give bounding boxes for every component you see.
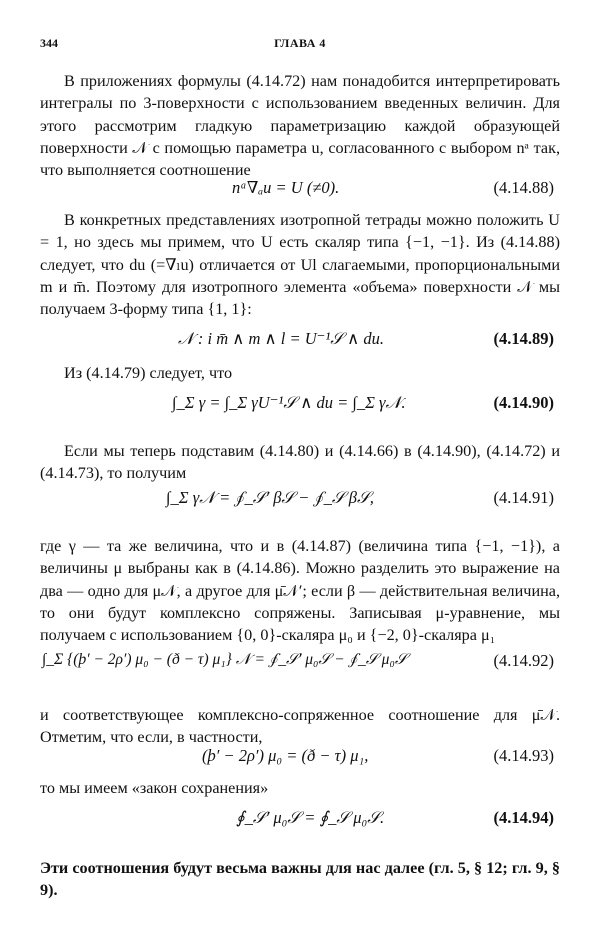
paragraph-8: Эти соотношения будут весьма важны для нас далее (гл. 5, § 12; гл. 9, § 9).: [40, 859, 560, 900]
paragraph-6: и соответствующее комплексно-сопряженное соотношение для μ̄𝒩. Отметим, что если, в частности,: [40, 706, 560, 747]
equation-body: (þ′ − 2ρ′) μ₀ = (ð − τ) μ₁,: [202, 746, 369, 765]
running-head: ГЛАВА 4: [274, 36, 326, 50]
paragraph-7: то мы имеем «закон сохранения»: [40, 779, 269, 797]
equation-4-14-94: [40, 808, 560, 848]
paragraph-2: В конкретных представлениях изотропной тетрады можно положить U = 1, но здесь мы примем, что U есть скаляр типа {−1, −1}. Из (4.14.88) следует, что du (=∇ₗu) отличается от Ul слагаемыми, пропорциональными m и m̄. Поэтому для изотропного элемента «объема» поверхности 𝒩 мы получаем 3-форму типа {1, 1}:: [40, 211, 560, 319]
equation-body: ∫_Σ {(þ′ − 2ρ′) μ₀ − (ð − τ) μ₁} 𝒩 = ∮_𝒮′ μ₀𝒮 − ∮_𝒮 μ₀𝒮: [42, 651, 407, 668]
page-number: 344: [40, 36, 58, 50]
equation-number: (4.14.88): [493, 178, 554, 197]
equation-4-14-90: [40, 393, 560, 433]
paragraph-4: Если мы теперь подставим (4.14.80) и (4.14.66) в (4.14.90), (4.14.72) и (4.14.73), то получим: [40, 442, 560, 483]
equation-number: (4.14.94): [493, 808, 554, 827]
equation-body: nᵃ∇ₐu = U (≠0).: [232, 178, 340, 197]
paragraph-5: где γ — та же величина, что и в (4.14.87) (величина типа {−1, −1}), а величины μ выбраны как в (4.14.86). Можно разделить это выражение на два — одно для μ𝒩, а другое для μ̄𝒩′; если β — действительная величина, то они будут комплексно сопряжены. Записывая μ-уравнение, мы получаем с использованием {0, 0}-скаляра μ₀ и {−2, 0}-скаляра μ₁: [40, 537, 560, 645]
equation-body: ∫_Σ γ = ∫_Σ γU⁻¹𝒮 ∧ du = ∫_Σ γ𝒩.: [172, 393, 406, 412]
paragraph-1: В приложениях формулы (4.14.72) нам понадобится интерпретировать интегралы по 3-поверхности с использованием введенных величин. Для этого рассмотрим гладкую параметризацию каждой образующей поверхности 𝒩 с помощью параметра u, согласованного с выбором nᵃ так, что выполняется соотношение: [40, 72, 560, 180]
equation-body: 𝒩 : i m̄ ∧ m ∧ l = U⁻¹𝒮 ∧ du.: [178, 329, 385, 348]
equation-4-14-92: [40, 651, 560, 691]
equation-number: (4.14.89): [493, 329, 554, 348]
equation-number: (4.14.90): [493, 393, 554, 412]
paragraph-3: Из (4.14.79) следует, что: [64, 364, 233, 382]
equation-number: (4.14.93): [493, 746, 554, 765]
equation-body: ∫_Σ γ𝒩 = ∮_𝒮′ β𝒮 − ∮_𝒮 β𝒮,: [166, 488, 374, 507]
equation-number: (4.14.91): [493, 488, 554, 507]
equation-body: ∮_𝒮′ μ₀𝒮 = ∮_𝒮 μ₀𝒮.: [236, 808, 385, 827]
equation-4-14-91: [40, 488, 560, 528]
equation-number: (4.14.92): [493, 651, 554, 670]
page-header: [40, 36, 560, 56]
